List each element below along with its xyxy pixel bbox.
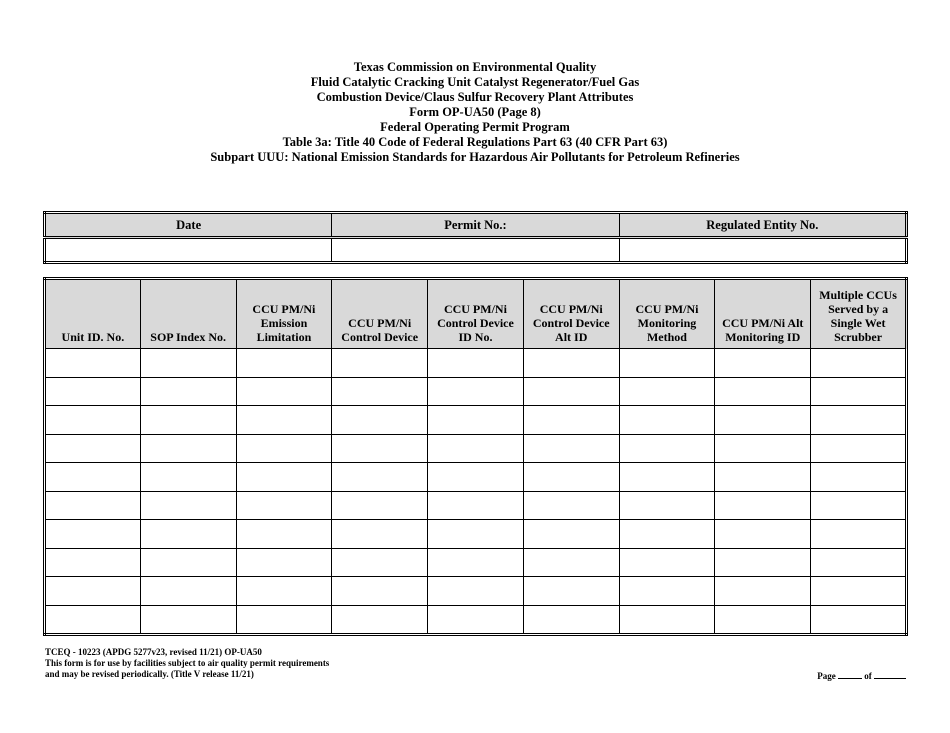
table-cell[interactable] (619, 377, 715, 406)
table-row (45, 349, 907, 378)
date-field[interactable] (45, 238, 332, 263)
table-cell[interactable] (811, 434, 907, 463)
table-cell[interactable] (140, 349, 236, 378)
header-agency: Texas Commission on Environmental Quality (353, 60, 597, 74)
table-cell[interactable] (715, 406, 811, 435)
table-row (45, 548, 907, 577)
table-cell[interactable] (45, 577, 141, 606)
table-cell[interactable] (523, 463, 619, 492)
footer-revision-note: and may be revised periodically. (Title V release 11/21) (45, 669, 254, 679)
table-cell[interactable] (332, 605, 428, 635)
table-cell[interactable] (236, 605, 332, 635)
control-device-header: CCU PM/Ni Control Device (332, 279, 428, 349)
table-cell[interactable] (523, 349, 619, 378)
table-cell[interactable] (140, 406, 236, 435)
table-row (45, 605, 907, 635)
table-cell[interactable] (332, 434, 428, 463)
table-cell[interactable] (332, 491, 428, 520)
header-form-number: Form OP-UA50 (Page 8) (409, 105, 541, 119)
table-cell[interactable] (619, 463, 715, 492)
table-cell[interactable] (619, 605, 715, 635)
table-cell[interactable] (619, 406, 715, 435)
control-device-alt-id-header: CCU PM/Ni Control Device Alt ID (523, 279, 619, 349)
table-cell[interactable] (332, 548, 428, 577)
table-cell[interactable] (523, 548, 619, 577)
table-row (45, 406, 907, 435)
table-cell[interactable] (428, 377, 524, 406)
table-cell[interactable] (236, 520, 332, 549)
table-cell[interactable] (236, 463, 332, 492)
table-cell[interactable] (523, 406, 619, 435)
table-row (45, 377, 907, 406)
table-cell[interactable] (428, 349, 524, 378)
permit-info-table (43, 211, 908, 264)
control-device-id-header: CCU PM/Ni Control Device ID No. (428, 279, 524, 349)
form-footer (45, 647, 329, 680)
header-form-title-line2: Combustion Device/Claus Sulfur Recovery Plant Attributes (316, 90, 634, 104)
page-label: Page (817, 671, 836, 681)
table-cell[interactable] (45, 463, 141, 492)
header-table-title: Table 3a: Title 40 Code of Federal Regulations Part 63 (40 CFR Part 63) (282, 135, 668, 149)
table-cell[interactable] (523, 377, 619, 406)
table-cell[interactable] (715, 463, 811, 492)
table-cell[interactable] (715, 605, 811, 635)
permit-no-header: Permit No.: (332, 213, 619, 238)
header-subpart: Subpart UUU: National Emission Standards for Hazardous Air Pollutants for Petroleum Refineries (210, 150, 740, 164)
table-cell[interactable] (619, 548, 715, 577)
table-cell[interactable] (811, 577, 907, 606)
table-cell[interactable] (332, 577, 428, 606)
table-cell[interactable] (811, 605, 907, 635)
table-cell[interactable] (428, 463, 524, 492)
table-cell[interactable] (428, 491, 524, 520)
page-total-blank[interactable] (874, 669, 906, 679)
table-cell[interactable] (715, 577, 811, 606)
table-cell[interactable] (236, 349, 332, 378)
table-cell[interactable] (140, 434, 236, 463)
emission-limitation-header: CCU PM/Ni Emission Limitation (236, 279, 332, 349)
table-cell[interactable] (715, 434, 811, 463)
table-cell[interactable] (332, 520, 428, 549)
footer-form-id: TCEQ - 10223 (APDG 5277v23, revised 11/21) OP-UA50 (45, 647, 262, 657)
sop-index-header: SOP Index No. (140, 279, 236, 349)
table-cell[interactable] (619, 349, 715, 378)
table-row (45, 434, 907, 463)
table-row (45, 520, 907, 549)
table-cell[interactable] (332, 463, 428, 492)
table-cell[interactable] (236, 491, 332, 520)
table-cell[interactable] (332, 349, 428, 378)
table-cell[interactable] (619, 491, 715, 520)
table-cell[interactable] (45, 349, 141, 378)
table-cell[interactable] (45, 605, 141, 635)
table-cell[interactable] (45, 548, 141, 577)
form-header (0, 60, 950, 165)
multiple-ccus-header: Multiple CCUs Served by a Single Wet Scrubber (811, 279, 907, 349)
table-cell[interactable] (140, 520, 236, 549)
footer-usage-note: This form is for use by facilities subject to air quality permit requirements (45, 658, 330, 668)
table-cell[interactable] (811, 349, 907, 378)
date-header: Date (45, 213, 332, 238)
table-cell[interactable] (715, 377, 811, 406)
table-cell[interactable] (811, 548, 907, 577)
table-cell[interactable] (619, 434, 715, 463)
of-label: of (864, 671, 872, 681)
table-row (45, 491, 907, 520)
table-cell[interactable] (811, 491, 907, 520)
table-cell[interactable] (811, 520, 907, 549)
table-cell[interactable] (140, 577, 236, 606)
table-cell[interactable] (428, 520, 524, 549)
table-cell[interactable] (715, 349, 811, 378)
table-cell[interactable] (811, 377, 907, 406)
table-cell[interactable] (523, 434, 619, 463)
table-cell[interactable] (236, 406, 332, 435)
header-form-title-line1: Fluid Catalytic Cracking Unit Catalyst Regenerator/Fuel Gas (310, 75, 640, 89)
table-cell[interactable] (45, 406, 141, 435)
table-cell[interactable] (523, 605, 619, 635)
table-row (45, 463, 907, 492)
table-cell[interactable] (619, 577, 715, 606)
table-cell[interactable] (140, 463, 236, 492)
table-cell[interactable] (811, 463, 907, 492)
table-cell[interactable] (332, 406, 428, 435)
alt-monitoring-id-header: CCU PM/Ni Alt Monitoring ID (715, 279, 811, 349)
table-cell[interactable] (236, 377, 332, 406)
table-cell[interactable] (715, 491, 811, 520)
regulated-entity-header: Regulated Entity No. (619, 213, 906, 238)
table-cell[interactable] (140, 491, 236, 520)
page-number-blank[interactable] (838, 669, 862, 679)
table-cell[interactable] (45, 520, 141, 549)
monitoring-method-header: CCU PM/Ni Monitoring Method (619, 279, 715, 349)
table-cell[interactable] (428, 434, 524, 463)
table-cell[interactable] (428, 406, 524, 435)
table-cell[interactable] (236, 434, 332, 463)
table-cell[interactable] (45, 434, 141, 463)
table-cell[interactable] (236, 577, 332, 606)
header-program: Federal Operating Permit Program (380, 120, 570, 134)
table-cell[interactable] (523, 577, 619, 606)
table-cell[interactable] (140, 605, 236, 635)
permit-no-field[interactable] (332, 238, 619, 263)
table-cell[interactable] (523, 520, 619, 549)
table-cell[interactable] (45, 491, 141, 520)
table-cell[interactable] (811, 406, 907, 435)
table-cell[interactable] (236, 548, 332, 577)
table-cell[interactable] (140, 548, 236, 577)
table-cell[interactable] (619, 520, 715, 549)
unit-id-header: Unit ID. No. (45, 279, 141, 349)
regulated-entity-field[interactable] (619, 238, 906, 263)
unit-attributes-table (43, 277, 908, 636)
table-cell[interactable] (428, 605, 524, 635)
table-cell[interactable] (332, 377, 428, 406)
table-cell[interactable] (428, 577, 524, 606)
table-cell[interactable] (715, 548, 811, 577)
table-cell[interactable] (715, 520, 811, 549)
table-cell[interactable] (523, 491, 619, 520)
table-cell[interactable] (428, 548, 524, 577)
table-cell[interactable] (45, 377, 141, 406)
table-cell[interactable] (140, 377, 236, 406)
page-number (817, 669, 906, 681)
table-row (45, 577, 907, 606)
